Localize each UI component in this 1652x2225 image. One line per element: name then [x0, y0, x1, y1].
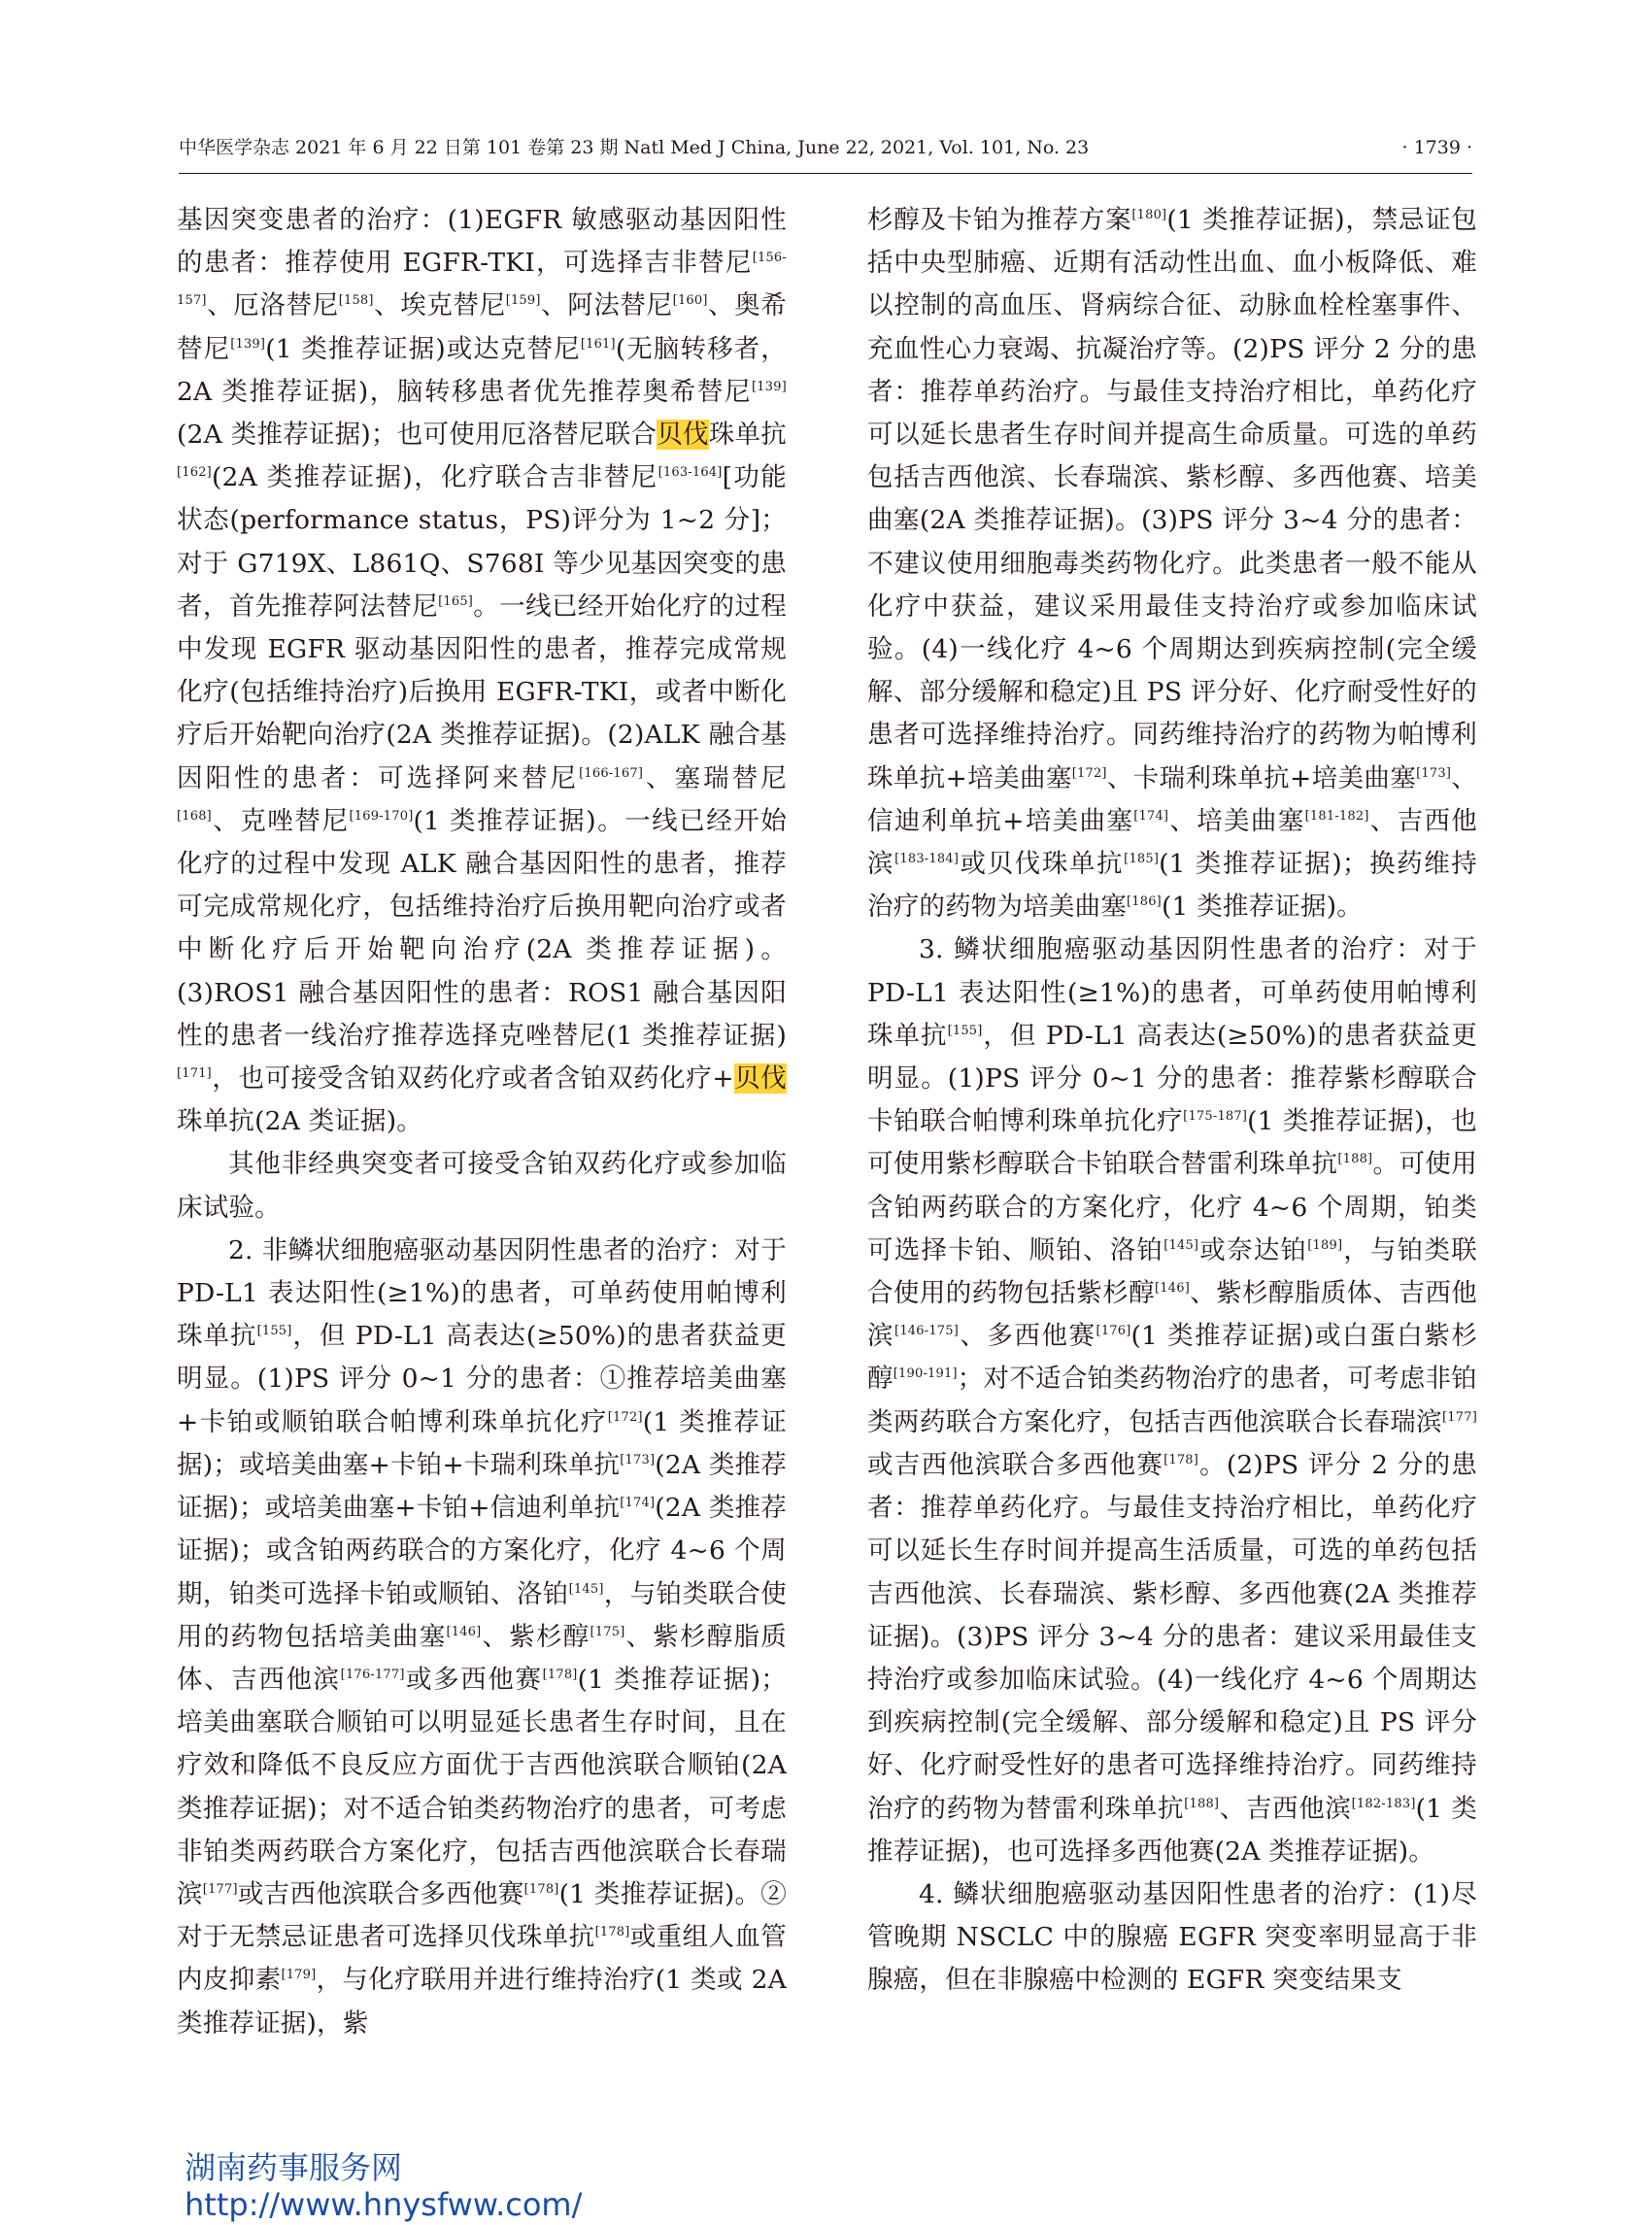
citation: [145]: [1163, 1237, 1199, 1253]
citation: [181-182]: [1304, 808, 1369, 824]
highlight: 贝伐: [657, 420, 709, 451]
header-rule: [179, 173, 1472, 174]
citation: [146-175]: [894, 1324, 960, 1339]
citation: [178]: [594, 1925, 630, 1940]
citation: [186]: [1127, 894, 1162, 910]
paragraph-other-mutations: 其他非经典突变者可接受含铂双药化疗或参加临床试验。: [177, 1149, 787, 1223]
citation: [158]: [338, 293, 374, 309]
citation: [139]: [752, 379, 787, 394]
citation: [173]: [1416, 765, 1452, 781]
citation: [175-187]: [1183, 1109, 1248, 1125]
paragraph-egfr-alk-ros1: 基因突变患者的治疗：(1)EGFR 敏感驱动基因阳性的患者：推荐使用 EGFR-TKI，可选择吉非替尼[156-157]、厄洛替尼[158]、埃克替尼[159]、阿法替尼[160]、奥希替尼[139](1 类推荐证据)或达克替尼[161](无脑转移者，2A 类推荐证据)，脑转移患者优先推荐奥希替尼[139](2A 类推荐证据)；也可使用厄洛替尼联合贝伐珠单抗[162](2A 类推荐证据)，化疗联合吉非替尼[163-164][功能状态(performance status，PS)评分为 1~2 分]；对于 G719X、L861Q、S768I 等少见基因突变的患者，首先推荐阿法替尼[165]。一线已经开始化疗的过程中发现 EGFR 驱动基因阳性的患者，推荐完成常规化疗(包括维持治疗)后换用 EGFR-TKI，或者中断化疗后开始靶向治疗(2A 类推荐证据)。(2)ALK 融合基因阳性的患者：可选择阿来替尼[166-167]、塞瑞替尼[168]、克唑替尼[169-170](1 类推荐证据)。一线已经开始化疗的过程中发现 ALK 融合基因阳性的患者，推荐可完成常规化疗，包括维持治疗后换用靶向治疗或者中断化疗后开始靶向治疗(2A 类推荐证据)。(3)ROS1 融合基因阳性的患者：ROS1 融合基因阳性的患者一线治疗推荐选择克唑替尼(1 类推荐证据)[171]，也可接受含铂双药化疗或者含铂双药化疗+贝伐珠单抗(2A 类证据)。: [177, 205, 788, 1137]
citation: [155]: [947, 1023, 983, 1038]
citation: [155]: [256, 1324, 292, 1339]
paragraph-nonsquamous-continued: 杉醇及卡铂为推荐方案[180](1 类推荐证据)，禁忌证包括中央型肺癌、近期有活动性出血、血小板降低、难以控制的高血压、肾病综合征、动脉血栓栓塞事件、充血性心力衰竭、抗凝治疗等。(2)PS 评分 2 分的患者：推荐单药治疗。与最佳支持治疗相比，单药化疗可以延长患者生存时间并提高生命质量。可选的单药包括吉西他滨、长春瑞滨、紫杉醇、多西他赛、培美曲塞(2A 类推荐证据)。(3)PS 评分 3~4 分的患者：不建议使用细胞毒类药物化疗。此类患者一般不能从化疗中获益，建议采用最佳支持治疗或参加临床试验。(4)一线化疗 4~6 个周期达到疾病控制(完全缓解、部分缓解和稳定)且 PS 评分好、化疗耐受性好的患者可选择维持治疗。同药维持治疗的药物为帕博利珠单抗+培美曲塞[172]、卡瑞利珠单抗+培美曲塞[173]、信迪利单抗+培美曲塞[174]、培美曲塞[181-182]、吉西他滨[183-184]或贝伐珠单抗[185](1 类推荐证据)；换药维持治疗的药物为培美曲塞[186](1 类推荐证据)。: [867, 205, 1478, 923]
citation: [188]: [1337, 1152, 1373, 1167]
citation: [172]: [1071, 765, 1107, 781]
citation: [185]: [1124, 852, 1160, 867]
citation: [180]: [1131, 208, 1167, 222]
citation: [182-183]: [1351, 1796, 1416, 1811]
citation: [174]: [1133, 808, 1169, 824]
right-column: [867, 199, 1477, 2003]
citation: [178]: [542, 1667, 578, 1682]
watermark-footer: [185, 2149, 582, 2223]
paragraph-squamous-positive: 4. 鳞状细胞癌驱动基因阳性患者的治疗：(1)尽管晚期 NSCLC 中的腺癌 EGFR 突变率明显高于非腺癌，但在非腺癌中检测的 EGFR 突变结果支: [867, 1878, 1477, 1996]
left-column: [177, 199, 787, 2045]
citation: [146]: [446, 1624, 482, 1639]
citation: [169-170]: [349, 808, 414, 824]
citation: [175]: [590, 1624, 625, 1639]
citation: [172]: [607, 1409, 643, 1425]
citation: [165]: [438, 593, 474, 609]
citation: [168]: [177, 808, 212, 824]
citation: [190-191]: [893, 1366, 958, 1382]
running-header: [179, 128, 1472, 167]
highlight: 贝伐: [733, 1063, 787, 1095]
citation: [177]: [202, 1881, 238, 1897]
citation: [188]: [1184, 1796, 1220, 1811]
citation: [156-157]: [177, 251, 787, 309]
citation: [176-177]: [340, 1667, 405, 1682]
citation: [163-164]: [657, 465, 723, 481]
citation: [160]: [672, 293, 708, 309]
citation: [189]: [1307, 1237, 1343, 1253]
paragraph-squamous-negative: 3. 鳞状细胞癌驱动基因阴性患者的治疗：对于 PD-L1 表达阳性(≥1%)的患者，可单药使用帕博利珠单抗[155]，但 PD-L1 高表达(≥50%)的患者获益更明显。(1)PS 评分 0~1 分的患者：推荐紫杉醇联合卡铂联合帕博利珠单抗化疗[175-187](1 类推荐证据)，也可使用紫杉醇联合卡铂联合替雷利珠单抗[188]。可使用含铂两药联合的方案化疗，化疗 4~6 个周期，铂类可选择卡铂、顺铂、洛铂[145]或奈达铂[189]，与铂类联合使用的药物包括紫杉醇[146]、紫杉醇脂质体、吉西他滨[146-175]、多西他赛[176](1 类推荐证据)或白蛋白紫杉醇[190-191]；对不适合铂类药物治疗的患者，可考虑非铂类两药联合方案化疗，包括吉西他滨联合长春瑞滨[177]或吉西他滨联合多西他赛[178]。(2)PS 评分 2 分的患者：推荐单药化疗。与最佳支持治疗相比，单药化疗可以延长生存时间并提高生活质量，可选的单药包括吉西他滨、长春瑞滨、紫杉醇、多西他赛(2A 类推荐证据)。(3)PS 评分 3~4 分的患者：建议采用最佳支持治疗或参加临床试验。(4)一线化疗 4~6 个周期达到疾病控制(完全缓解、部分缓解和稳定)且 PS 评分好、化疗耐受性好的患者可选择维持治疗。同药维持治疗的药物为替雷利珠单抗[188]、吉西他滨[182-183](1 类推荐证据)，也可选择多西他赛(2A 类推荐证据)。: [867, 934, 1478, 1867]
citation: [176]: [1096, 1324, 1131, 1339]
citation: [145]: [568, 1581, 604, 1597]
citation: [162]: [177, 465, 212, 481]
site-url-link[interactable]: http://www.hnysfww.com/: [185, 2186, 583, 2223]
citation: [178]: [523, 1881, 559, 1897]
citation: [174]: [620, 1496, 656, 1511]
citation: [179]: [281, 1968, 317, 1983]
paragraph-nonsquamous-negative: 2. 非鳞状细胞癌驱动基因阴性患者的治疗：对于 PD-L1 表达阳性(≥1%)的患者，可单药使用帕博利珠单抗[155]，但 PD-L1 高表达(≥50%)的患者获益更明显。(1)PS 评分 0~1 分的患者：①推荐培美曲塞+卡铂或顺铂联合帕博利珠单抗化疗[172](1 类推荐证据)；或培美曲塞+卡铂+卡瑞利珠单抗[173](2A 类推荐证据)；或培美曲塞+卡铂+信迪利单抗[174](2A 类推荐证据)；或含铂两药联合的方案化疗，化疗 4~6 个周期，铂类可选择卡铂或顺铂、洛铂[145]，与铂类联合使用的药物包括培美曲塞[146]、紫杉醇[175]、紫杉醇脂质体、吉西他滨[176-177]或多西他赛[178](1 类推荐证据)；培美曲塞联合顺铂可以明显延长患者生存时间，且在疗效和降低不良反应方面优于吉西他滨联合顺铂(2A 类推荐证据)；对不适合铂类药物治疗的患者，可考虑非铂类两药联合方案化疗，包括吉西他滨联合长春瑞滨[177]或吉西他滨联合多西他赛[178](1 类推荐证据)。②对于无禁忌证患者可选择贝伐珠单抗[178]或重组人血管内皮抑素[179]，与化疗联用并进行维持治疗(1 类或 2A 类推荐证据)，紫: [177, 1234, 788, 2039]
citation: [159]: [505, 293, 541, 309]
site-name: 湖南药事服务网: [185, 2149, 403, 2186]
citation: [166-167]: [579, 765, 644, 781]
journal-citation: 中华医学杂志 2021 年 6 月 22 日第 101 卷第 23 期 Natl Med J China, June 22, 2021, Vol. 101, No. 23: [179, 137, 1090, 158]
citation: [171]: [177, 1066, 212, 1082]
citation: [146]: [1155, 1281, 1190, 1297]
citation: [183-184]: [894, 852, 960, 867]
citation: [177]: [1442, 1409, 1477, 1425]
page-number: · 1739 ·: [1401, 137, 1472, 158]
citation: [173]: [620, 1452, 656, 1467]
citation: [178]: [1163, 1452, 1199, 1467]
citation: [161]: [580, 336, 616, 352]
citation: [139]: [230, 336, 266, 352]
